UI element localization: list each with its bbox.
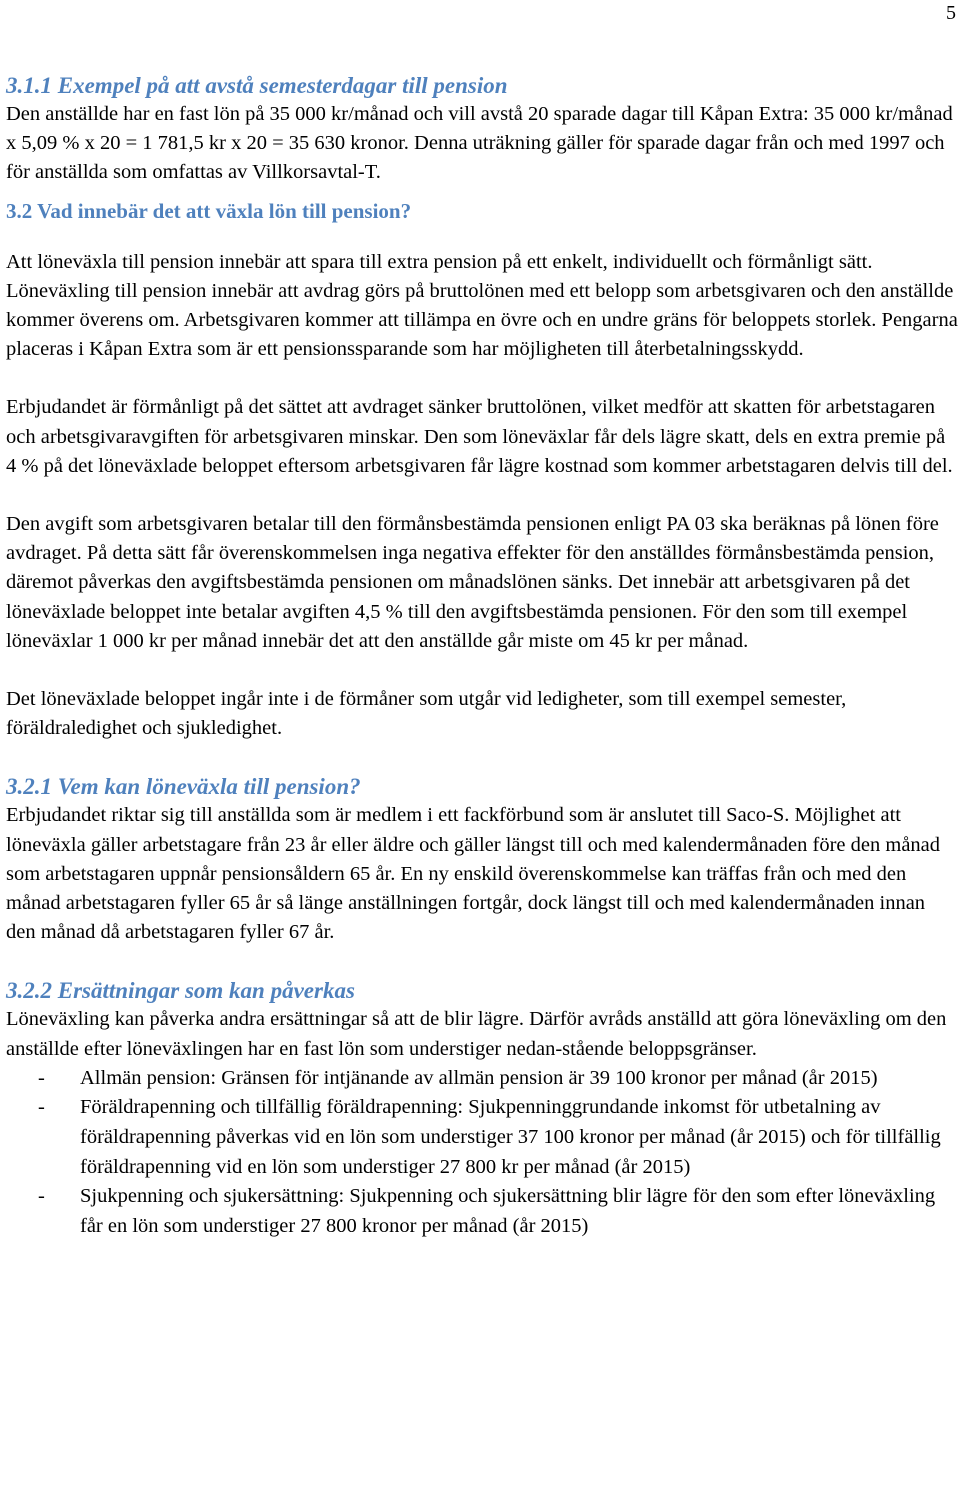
paragraph-vem-kan: Erbjudandet riktar sig till anställda som är medlem i ett fackförbund som är anslutet till Saco-S. Möjlighet att löneväxla gäller arbetstagare från 23 år eller äldre och gäller längst till och med kalendermånaden före den månad som arbetstagaren uppnår pensionsåldern 65 år. En ny enskild överenskommelse kan träffas från och med den månad arbetstagaren fyller 65 år så länge anställningen fortgår, dock längst till och med kalendermånaden innan den månad då arbetstagaren fyller 67 år. [6, 804, 941, 944]
heading-3-2: 3.2 Vad innebär det att växla lön till pension? [6, 198, 412, 223]
paragraph-formaner: Det löneväxlade beloppet ingår inte i de förmåner som utgår vid ledigheter, som till exempel semester, föräldraledighet och sjukledighet. [6, 688, 847, 740]
list-item-text: Allmän pension: Gränsen för intjänande av allmän pension är 39 100 kronor per månad (år 2015) [80, 1066, 878, 1089]
paragraph-loneväxling-intro: Att löneväxla till pension innebär att spara till extra pension på ett enkelt, individuellt och förmånligt sätt. Löneväxling till pension innebär att avdrag görs på bruttolönen med ett belopp som arbetsgivaren och den anställde kommer överens om. Arbetsgivaren kommer att tillämpa en övre och en undre gräns för beloppets storlek. Pengarna placeras i Kåpan Extra som är ett pensionssparande som har möjligheten till återbetalningsskydd. [6, 250, 958, 361]
heading-3-2-1: 3.2.1 Vem kan löneväxla till pension? [6, 774, 361, 800]
heading-3-1-1: 3.1.1 Exempel på att avstå semesterdagar till pension [6, 73, 508, 98]
paragraph-avgift: Den avgift som arbetsgivaren betalar till den förmånsbestämda pensionen enligt PA 03 ska beräknas på lönen före avdraget. På detta sätt får överenskommelsen inga negativa effekter för den anställdes förmånsbestämda pension, däremot påverkas den avgiftsbestämda pensionen om månadslönen sänks. Det innebär att arbetsgivaren på det löneväxlade beloppet inte betalar avgiften 4,5 % till den avgiftsbestämda pensionen. För den som till exempel löneväxlar 1 000 kr per månad innebär det att den anställde går miste om 45 kr per månad. [6, 513, 939, 652]
beloppsgranser-list [6, 1064, 958, 1242]
list-dash: - [38, 1185, 45, 1208]
page-number: 5 [946, 2, 956, 24]
list-item-text: Föräldrapenning och tillfällig föräldrapenning: Sjukpenninggrundande inkomst för utbetalning av föräldrapenning påverkas vid en lön som understiger 37 100 kronor per månad (år 2015) och för tillfällig föräldrapenning vid en lön som understiger 27 800 kr per månad (år 2015) [80, 1096, 941, 1178]
list-item [6, 1093, 958, 1182]
list-dash: - [38, 1096, 45, 1119]
list-item [6, 1064, 958, 1094]
document-body [6, 71, 958, 1241]
heading-3-2-2: 3.2.2 Ersättningar som kan påverkas [6, 978, 355, 1004]
list-dash: - [38, 1066, 45, 1089]
list-item [6, 1182, 958, 1241]
paragraph-example: Den anställde har en fast lön på 35 000 kr/månad och vill avstå 20 sparade dagar till Kåpan Extra: 35 000 kr/månad x 5,09 % x 20 = 1 781,5 kr x 20 = 35 630 kronor. Denna uträkning gäller för sparade dagar från och med 1997 och för anställda som omfattas av Villkorsavtal-T. [6, 103, 953, 184]
paragraph-ersattningar: Löneväxling kan påverka andra ersättningar så att de blir lägre. Därför avråds anställd att göra löneväxling om den anställde efter löneväxlingen har en fast lön som understiger nedan-stående beloppsgränser. [6, 1008, 947, 1060]
paragraph-erbjudandet: Erbjudandet är förmånligt på det sättet att avdraget sänker bruttolönen, vilket medför att skatten för arbetstagaren och arbetsgivaravgiften för arbetsgivaren minskar. Den som löneväxlar får dels lägre skatt, dels en extra premie på 4 % på det löneväxlade beloppet eftersom arbetsgivaren får lägre kostnad som kommer arbetstagaren delvis till del. [6, 396, 953, 477]
list-item-text: Sjukpenning och sjukersättning: Sjukpenning och sjukersättning blir lägre för den som efter löneväxling får en lön som understiger 27 800 kronor per månad (år 2015) [80, 1185, 936, 1237]
